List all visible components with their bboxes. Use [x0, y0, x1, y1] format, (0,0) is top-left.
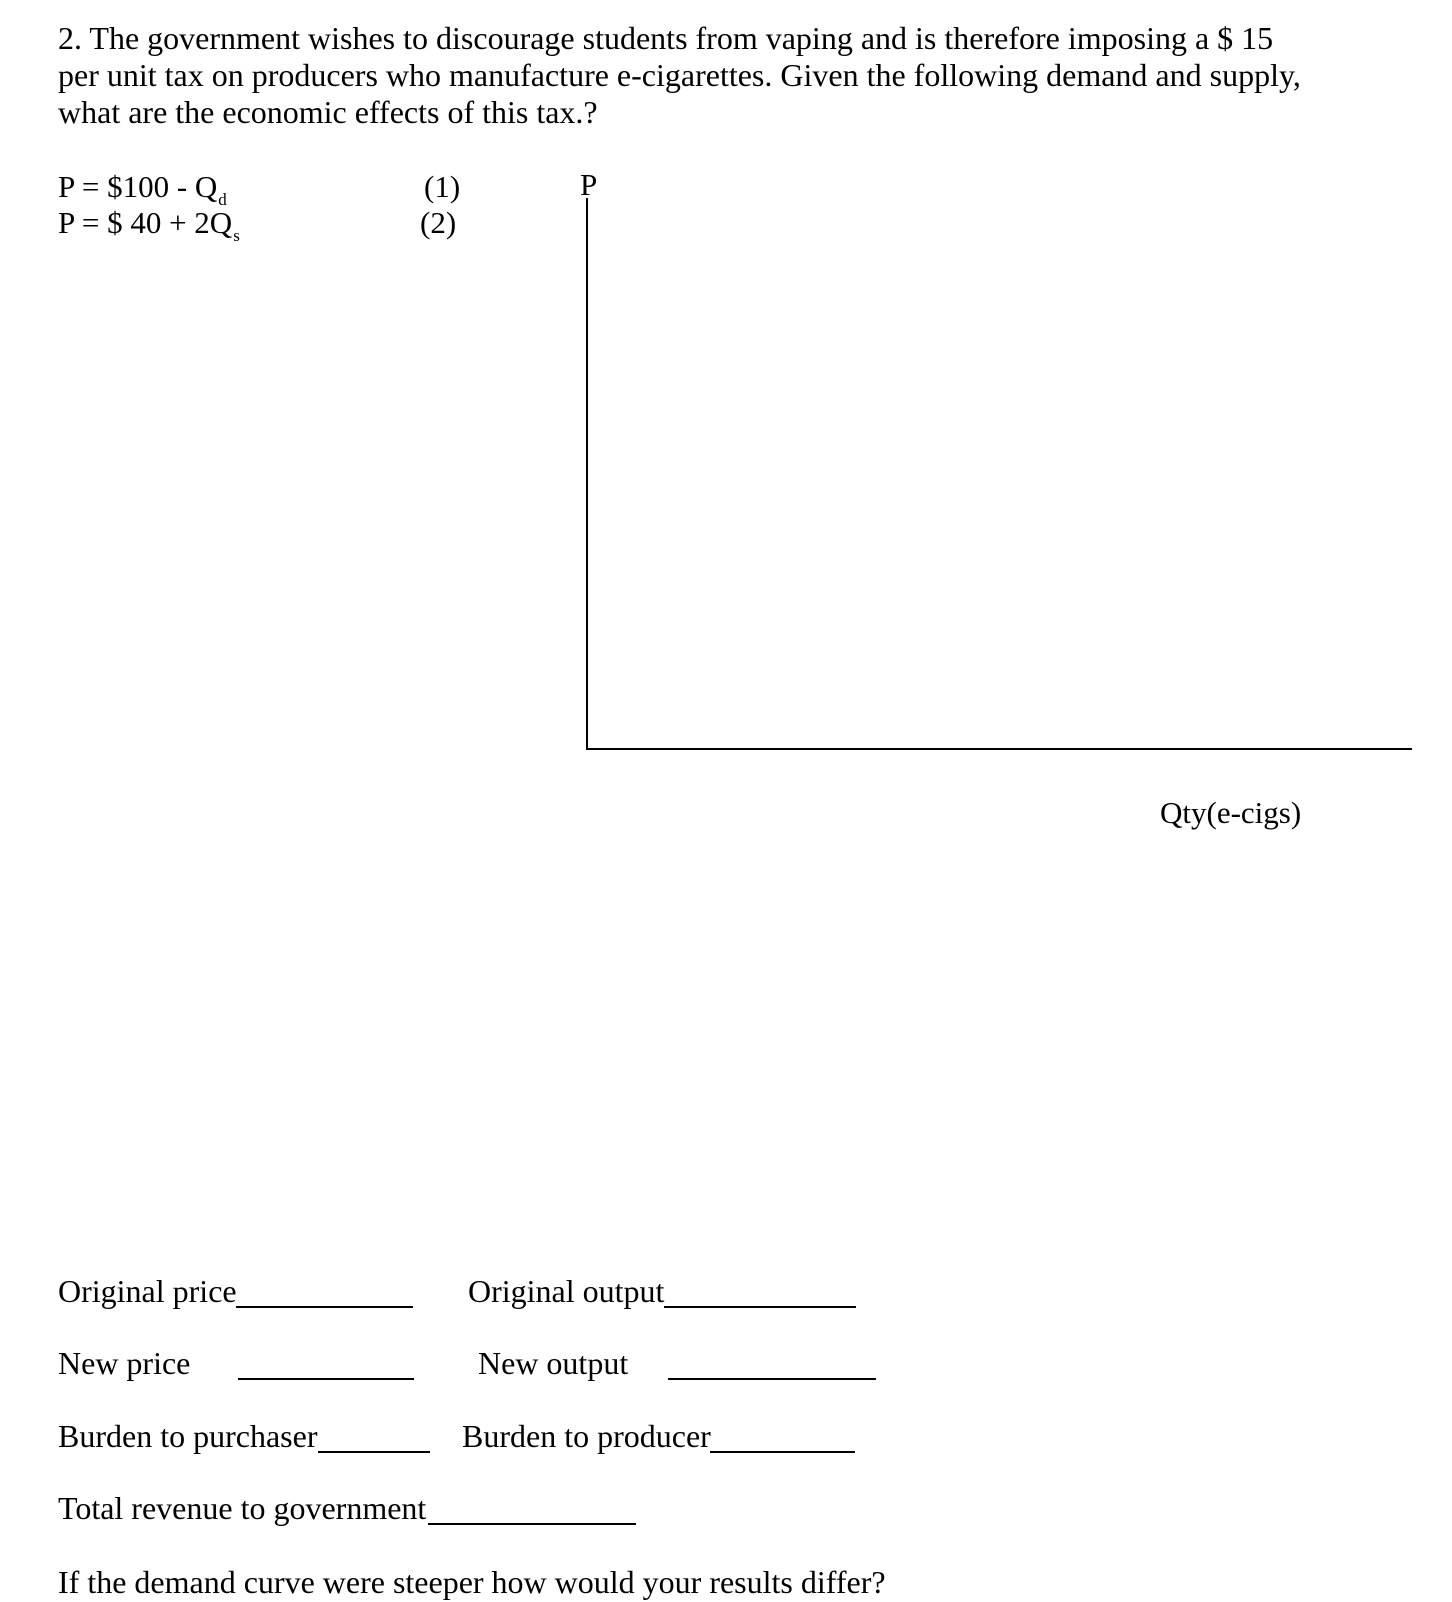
supply-equation — [58, 205, 240, 246]
original-price-label: Original price — [58, 1273, 237, 1309]
new-price-blank[interactable] — [238, 1378, 414, 1380]
burden-producer-label: Burden to producer — [462, 1418, 711, 1454]
quantity-axis-label: Qty(e-cigs) — [1160, 795, 1302, 830]
original-price-blank[interactable] — [236, 1306, 413, 1308]
price-axis-label: P — [580, 167, 598, 202]
burden-purchaser-blank[interactable] — [318, 1451, 430, 1453]
question-line-2: per unit tax on producers who manufacture e-cigarettes. Given the following demand and supply, — [58, 57, 1301, 93]
original-output-label: Original output — [468, 1273, 665, 1309]
total-revenue-label: Total revenue to government — [58, 1490, 427, 1526]
new-price-label: New price — [58, 1345, 191, 1381]
burden-producer-blank[interactable] — [710, 1451, 855, 1453]
demand-subscript: d — [218, 190, 227, 209]
demand-equation-number: (1) — [424, 169, 461, 204]
original-output-blank[interactable] — [664, 1306, 856, 1308]
demand-equation — [58, 169, 227, 210]
demand-equation-text: P = $100 - Q — [58, 169, 218, 204]
supply-subscript: s — [233, 226, 240, 245]
total-revenue-blank[interactable] — [428, 1523, 636, 1525]
question-line-3: what are the economic effects of this tax.? — [58, 94, 598, 130]
new-output-blank[interactable] — [668, 1378, 876, 1380]
question-line-1: 2. The government wishes to discourage students from vaping and is therefore imposing a $ 15 — [58, 20, 1274, 56]
supply-equation-text: P = $ 40 + 2Q — [58, 205, 233, 240]
burden-purchaser-label: Burden to purchaser — [58, 1418, 318, 1454]
supply-equation-number: (2) — [420, 205, 457, 240]
new-output-label: New output — [478, 1345, 629, 1381]
quantity-axis — [586, 748, 1412, 750]
follow-up-question: If the demand curve were steeper how would your results differ? — [58, 1564, 886, 1600]
price-axis — [586, 198, 588, 750]
